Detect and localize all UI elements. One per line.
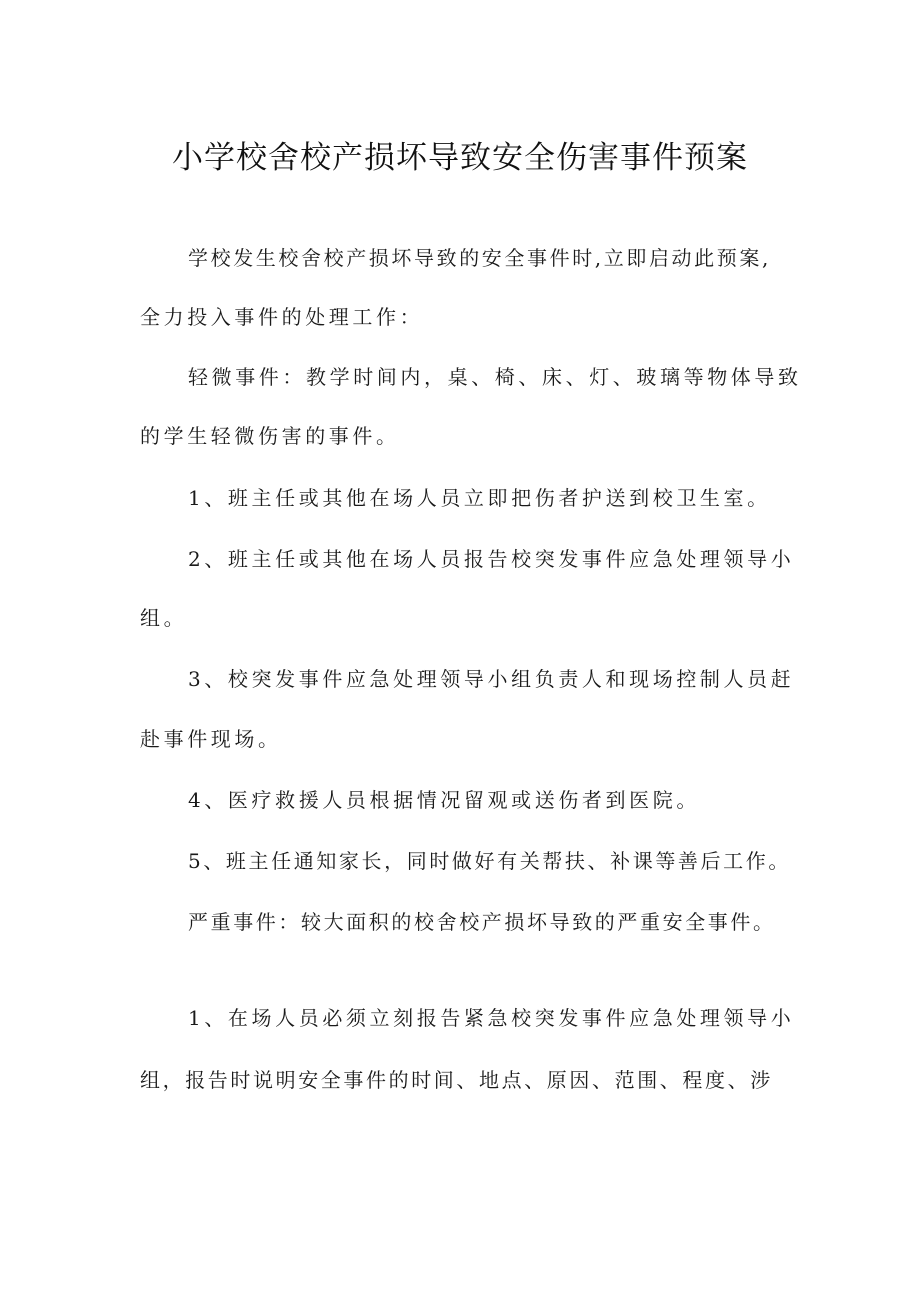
paragraph-line: 赴事件现场。 xyxy=(140,727,282,751)
page-title: 小学校舍校产损坏导致安全伤害事件预案 xyxy=(172,140,748,176)
paragraph-line: 全力投入事件的处理工作： xyxy=(140,305,424,329)
list-item: 3、校突发事件应急处理领导小组负责人和现场控制人员赶 xyxy=(188,667,795,691)
paragraph-line: 严重事件：较大面积的校舍校产损坏导致的严重安全事件。 xyxy=(188,910,776,934)
list-item: 4、医疗救援人员根据情况留观或送伤者到医院。 xyxy=(188,788,700,812)
paragraph-line: 学校发生校舍校产损坏导致的安全事件时,立即启动此预案, xyxy=(188,246,771,270)
paragraph-line: 组，报告时说明安全事件的时间、地点、原因、范围、程度、涉 xyxy=(140,1068,773,1092)
list-item: 5、班主任通知家长，同时做好有关帮扶、补课等善后工作。 xyxy=(188,849,791,873)
paragraph-line: 的学生轻微伤害的事件。 xyxy=(140,424,400,448)
paragraph-line: 轻微事件：教学时间内，桌、椅、床、灯、玻璃等物体导致 xyxy=(188,365,802,389)
paragraph-line: 组。 xyxy=(140,606,188,630)
list-item: 1、班主任或其他在场人员立即把伤者护送到校卫生室。 xyxy=(188,486,771,510)
list-item: 1、在场人员必须立刻报告紧急校突发事件应急处理领导小 xyxy=(188,1006,795,1030)
list-item: 2、班主任或其他在场人员报告校突发事件应急处理领导小 xyxy=(188,547,795,571)
